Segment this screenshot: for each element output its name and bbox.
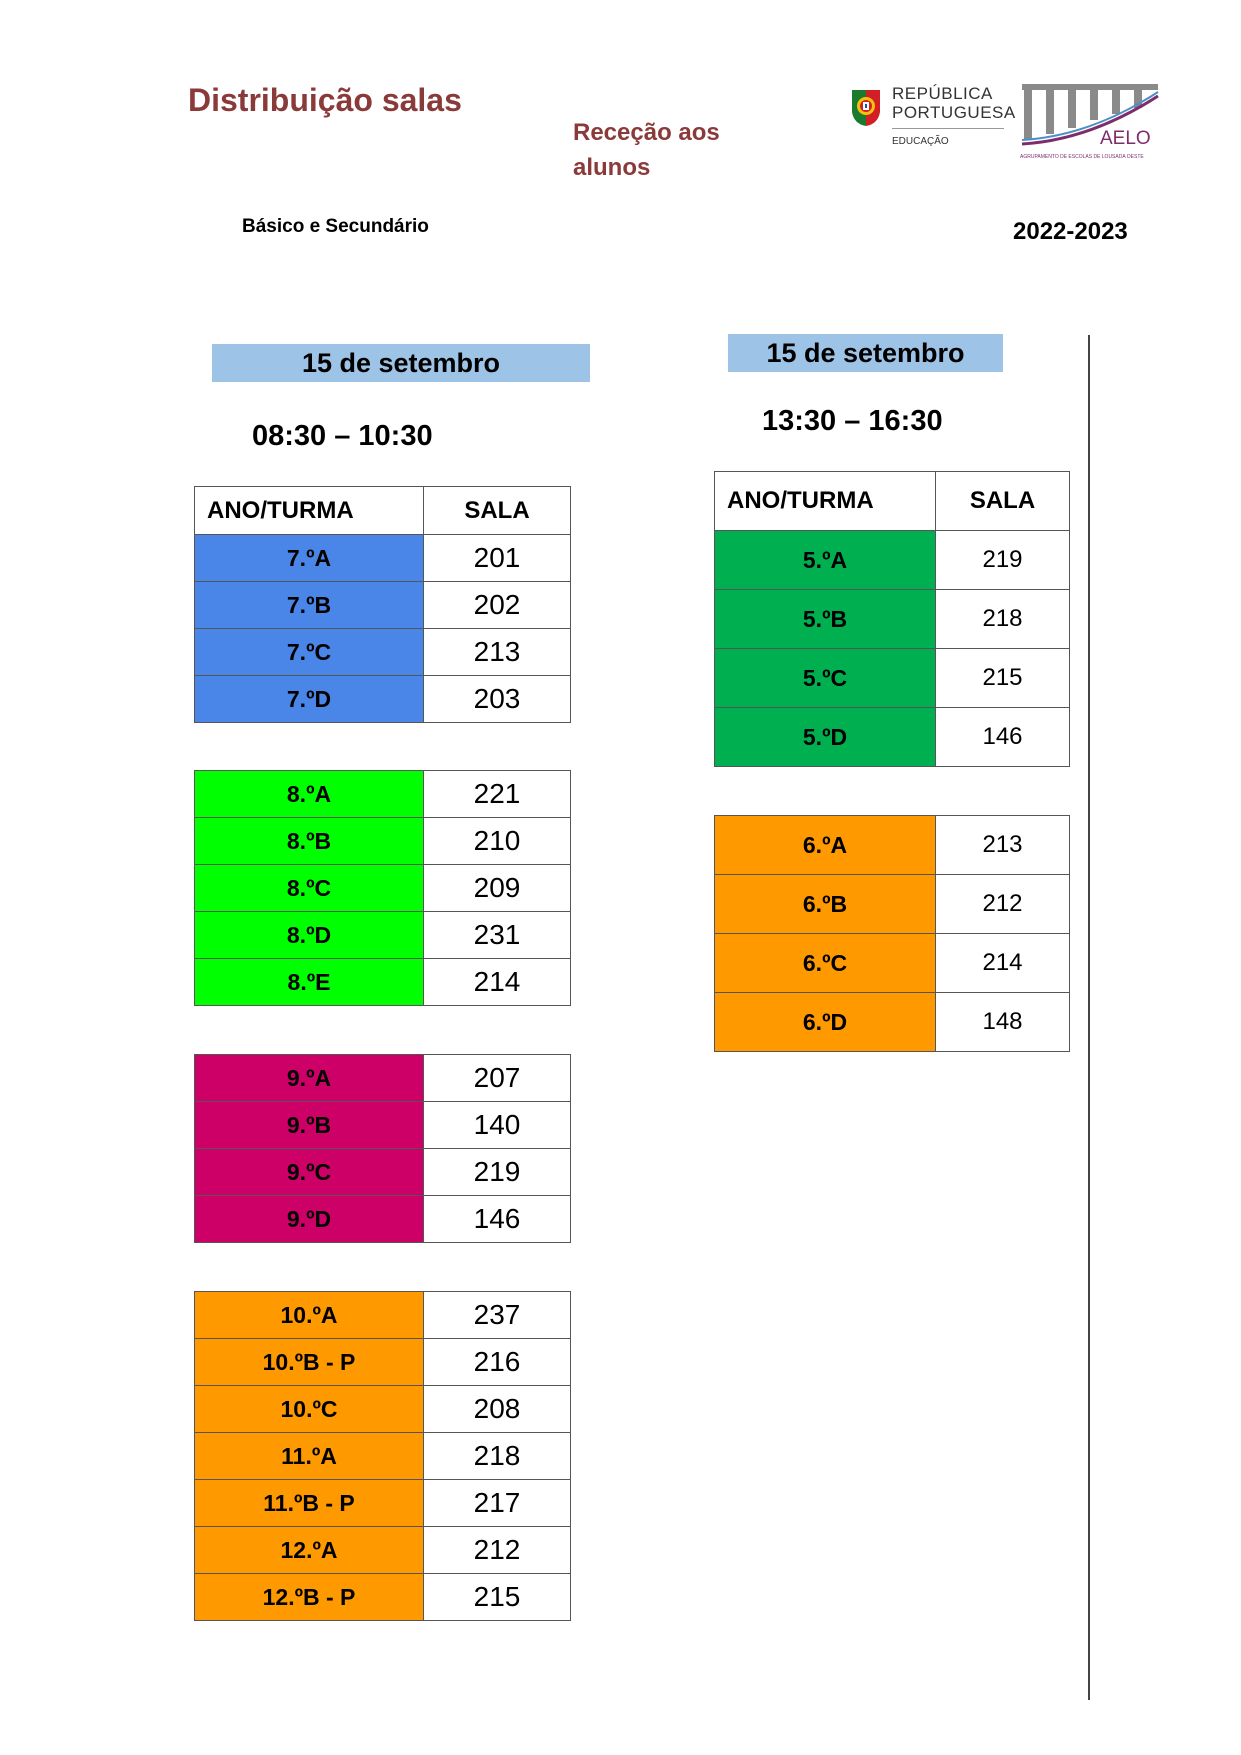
turma-cell: 7.ºB (195, 582, 424, 629)
turma-cell: 9.ºB (195, 1102, 424, 1149)
turma-cell: 7.ºD (195, 676, 424, 723)
table-row (195, 1574, 571, 1621)
morning-group-8 (194, 770, 571, 1006)
table-row (715, 531, 1070, 590)
sala-cell: 237 (424, 1292, 571, 1339)
logo-divider (892, 128, 1004, 129)
turma-column-header: ANO/TURMA (715, 472, 936, 531)
turma-cell: 6.ºB (715, 875, 936, 934)
table-row (195, 1196, 571, 1243)
turma-cell: 10.ºC (195, 1386, 424, 1433)
morning-group-9 (194, 1054, 571, 1243)
sala-column-header: SALA (936, 472, 1070, 531)
morning-group-secondary (194, 1291, 571, 1621)
aelo-text: AELO (1100, 128, 1151, 149)
morning-date-band: 15 de setembro (212, 344, 590, 382)
republica-portuguesa-logo (848, 82, 1016, 154)
turma-cell: 9.ºD (195, 1196, 424, 1243)
table-row (195, 959, 571, 1006)
turma-cell: 9.ºA (195, 1055, 424, 1102)
afternoon-date-band: 15 de setembro (728, 334, 1003, 372)
table-row (195, 912, 571, 959)
table-row (195, 1055, 571, 1102)
sala-cell: 214 (936, 934, 1070, 993)
table-row (715, 875, 1070, 934)
sala-cell: 208 (424, 1386, 571, 1433)
table-row (195, 1433, 571, 1480)
sala-cell: 214 (424, 959, 571, 1006)
table-row (195, 676, 571, 723)
coat-of-arms-icon (848, 86, 884, 128)
sala-cell: 219 (936, 531, 1070, 590)
turma-cell: 8.ºA (195, 771, 424, 818)
table-row (195, 1386, 571, 1433)
sala-column-header: SALA (424, 487, 571, 535)
sala-cell: 146 (424, 1196, 571, 1243)
turma-cell: 7.ºC (195, 629, 424, 676)
table-row (195, 582, 571, 629)
page-title: Distribuição salas (188, 82, 462, 118)
republica-sub: EDUCAÇÃO (892, 136, 949, 147)
turma-cell: 7.ºA (195, 535, 424, 582)
table-row (195, 818, 571, 865)
table-row (195, 1339, 571, 1386)
table-row (715, 649, 1070, 708)
morning-header-table (194, 486, 571, 535)
republica-logo-text (892, 84, 1016, 122)
sala-cell: 213 (936, 816, 1070, 875)
sala-cell: 140 (424, 1102, 571, 1149)
table-row (195, 1149, 571, 1196)
republica-line2: PORTUGUESA (892, 103, 1016, 122)
sala-cell: 231 (424, 912, 571, 959)
turma-cell: 6.ºC (715, 934, 936, 993)
afternoon-group-6 (714, 815, 1070, 1052)
sala-cell: 218 (424, 1433, 571, 1480)
table-row (195, 1292, 571, 1339)
aelo-logo (1020, 82, 1160, 162)
turma-cell: 6.ºD (715, 993, 936, 1052)
afternoon-group-5 (714, 530, 1070, 767)
turma-cell: 8.ºB (195, 818, 424, 865)
sala-cell: 146 (936, 708, 1070, 767)
turma-cell: 10.ºB - P (195, 1339, 424, 1386)
table-row (195, 771, 571, 818)
afternoon-time: 13:30 – 16:30 (762, 405, 943, 437)
table-row (715, 934, 1070, 993)
sala-cell: 219 (424, 1149, 571, 1196)
page-subtitle: Receção aos alunos (573, 119, 720, 181)
sala-cell: 202 (424, 582, 571, 629)
republica-line1: REPÚBLICA (892, 84, 993, 103)
vertical-divider (1088, 335, 1090, 1700)
sala-cell: 209 (424, 865, 571, 912)
aelo-subtext: AGRUPAMENTO DE ESCOLAS DE LOUSADA OESTE (1020, 154, 1144, 160)
turma-cell: 5.ºB (715, 590, 936, 649)
table-row (715, 590, 1070, 649)
table-row (715, 993, 1070, 1052)
morning-time: 08:30 – 10:30 (252, 420, 433, 452)
sala-cell: 221 (424, 771, 571, 818)
table-row (195, 865, 571, 912)
table-row (195, 629, 571, 676)
sala-cell: 201 (424, 535, 571, 582)
turma-cell: 5.ºD (715, 708, 936, 767)
turma-cell: 9.ºC (195, 1149, 424, 1196)
turma-cell: 8.ºC (195, 865, 424, 912)
turma-column-header: ANO/TURMA (195, 487, 424, 535)
turma-cell: 12.ºB - P (195, 1574, 424, 1621)
sala-cell: 207 (424, 1055, 571, 1102)
table-row (195, 1527, 571, 1574)
sala-cell: 215 (424, 1574, 571, 1621)
turma-cell: 6.ºA (715, 816, 936, 875)
school-year: 2022-2023 (1013, 218, 1128, 245)
sala-cell: 216 (424, 1339, 571, 1386)
turma-cell: 5.ºA (715, 531, 936, 590)
sala-cell: 218 (936, 590, 1070, 649)
sala-cell: 217 (424, 1480, 571, 1527)
sala-cell: 148 (936, 993, 1070, 1052)
turma-cell: 10.ºA (195, 1292, 424, 1339)
sala-cell: 213 (424, 629, 571, 676)
table-row (195, 1102, 571, 1149)
turma-cell: 8.ºE (195, 959, 424, 1006)
turma-cell: 11.ºA (195, 1433, 424, 1480)
sala-cell: 210 (424, 818, 571, 865)
sala-cell: 212 (936, 875, 1070, 934)
turma-cell: 5.ºC (715, 649, 936, 708)
turma-cell: 12.ºA (195, 1527, 424, 1574)
sala-cell: 215 (936, 649, 1070, 708)
turma-cell: 8.ºD (195, 912, 424, 959)
sala-cell: 203 (424, 676, 571, 723)
table-header-row (195, 487, 571, 535)
turma-cell: 11.ºB - P (195, 1480, 424, 1527)
education-level: Básico e Secundário (242, 216, 429, 237)
table-row (195, 1480, 571, 1527)
table-row (715, 816, 1070, 875)
morning-group-7 (194, 534, 571, 723)
afternoon-header-table (714, 471, 1070, 531)
table-row (715, 708, 1070, 767)
table-row (195, 535, 571, 582)
table-header-row (715, 472, 1070, 531)
sala-cell: 212 (424, 1527, 571, 1574)
